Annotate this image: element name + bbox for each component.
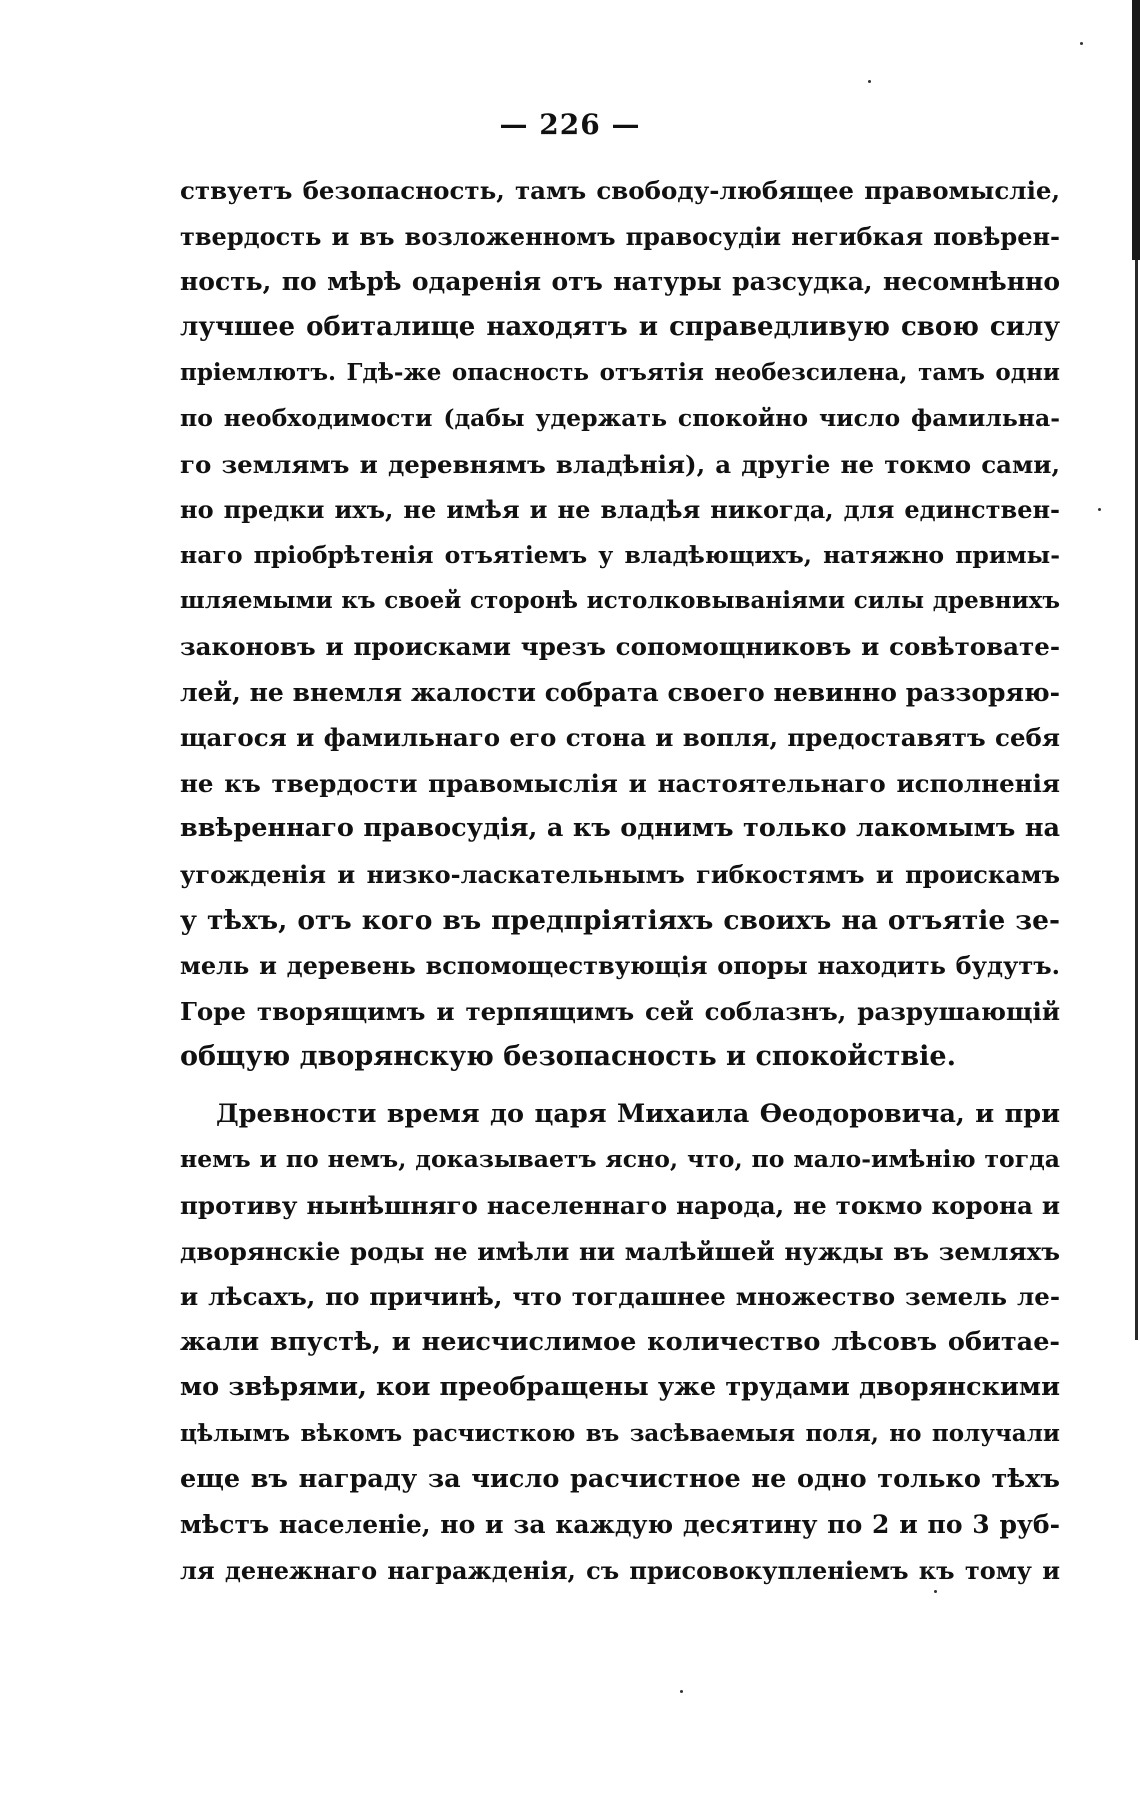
text-line: цѣлымъ вѣкомъ расчисткою въ засѣваемыя поля, но получали [180,1420,1060,1448]
text-line: наго пріобрѣтенія отъятіемъ у владѣющихъ, натяжно примы- [180,540,1060,569]
scan-border-thin [1135,260,1138,1340]
text-line: лучшее обиталище находятъ и справедливую свою силу [180,311,1060,342]
body-text [180,168,1060,1593]
text-line: противу нынѣшняго населеннаго народа, не токмо корона и [180,1191,1060,1221]
paragraph [180,168,1060,1080]
text-line: жали впустѣ, и неисчислимое количество лѣсовъ обитае- [180,1326,1060,1357]
text-line: щагося и фамильнаго его стона и вопля, предоставятъ себя [180,723,1060,753]
text-line: пріемлютъ. Гдѣ-же опасность отъятія необезсилена, тамъ одни [180,359,1060,387]
text-line: законовъ и происками чрезъ сопомощниковъ и совѣтовате- [180,631,1060,661]
scan-speck [1098,508,1101,511]
text-line: ствуетъ безопасность, тамъ свободу-любящее правомысліе, [180,176,1060,205]
text-line: лей, не внемля жалости собрата своего невинно раззоряю- [180,677,1060,707]
page-number: — 226 — [499,108,641,141]
text-line: у тѣхъ, отъ кого въ предпріятіяхъ своихъ на отъятіе зе- [180,904,1060,936]
text-line: мѣстъ населеніе, но и за каждую десятину по 2 и по 3 руб- [180,1510,1060,1540]
text-line: угожденія и низко-ласкательнымъ гибкостямъ и проискамъ [180,859,1060,889]
text-line: ля денежнаго награжденія, съ присовокупленіемъ къ тому и [180,1555,1060,1585]
text-line: твердость и въ возложенномъ правосудіи негибкая повѣрен- [180,221,1060,251]
text-line: ность, по мѣрѣ одаренія отъ натуры разсудка, несомнѣнно [180,267,1060,297]
text-line: мель и деревень вспомоществующія опоры находить будутъ. [180,951,1060,981]
text-line: но предки ихъ, не имѣя и не владѣя никогда, для единствен- [180,495,1060,525]
text-line: Горе творящимъ и терпящимъ сей соблазнъ, разрушающій [180,996,1060,1026]
text-line: еще въ награду за число расчистное не одно только тѣхъ [180,1463,1060,1494]
text-line: общую дворянскую безопасность и спокойствіе. [180,1041,956,1073]
text-line: го землямъ и деревнямъ владѣнія), а другіе не токмо сами, [180,449,1060,479]
text-line: мо звѣрями, кои преобращены уже трудами дворянскими [180,1372,1060,1403]
scan-speck [680,1690,683,1693]
text-line: ввѣреннаго правосудія, а къ однимъ только лакомымъ на [180,813,1060,844]
text-line: Древности время до царя Михаила Ѳеодоровича, и при [216,1098,1060,1129]
text-line: и лѣсахъ, по причинѣ, что тогдашнее множество земель ле- [180,1282,1060,1312]
paragraph [180,1092,1060,1594]
paragraph-gap [180,1080,1060,1092]
text-line: не къ твердости правомыслія и настоятельнаго исполненія [180,768,1060,798]
text-line: немъ и по немъ, доказываетъ ясно, что, по мало-имѣнію тогда [180,1145,1060,1174]
scan-speck [1080,42,1083,45]
text-line: дворянскіе роды не имѣли ни малѣйшей нужды въ земляхъ [180,1236,1060,1266]
text-line: шляемыми къ своей сторонѣ истолковываніями силы древнихъ [180,587,1060,615]
text-line: по необходимости (дабы удержать спокойно число фамильна- [180,403,1060,432]
scan-speck [868,80,871,83]
